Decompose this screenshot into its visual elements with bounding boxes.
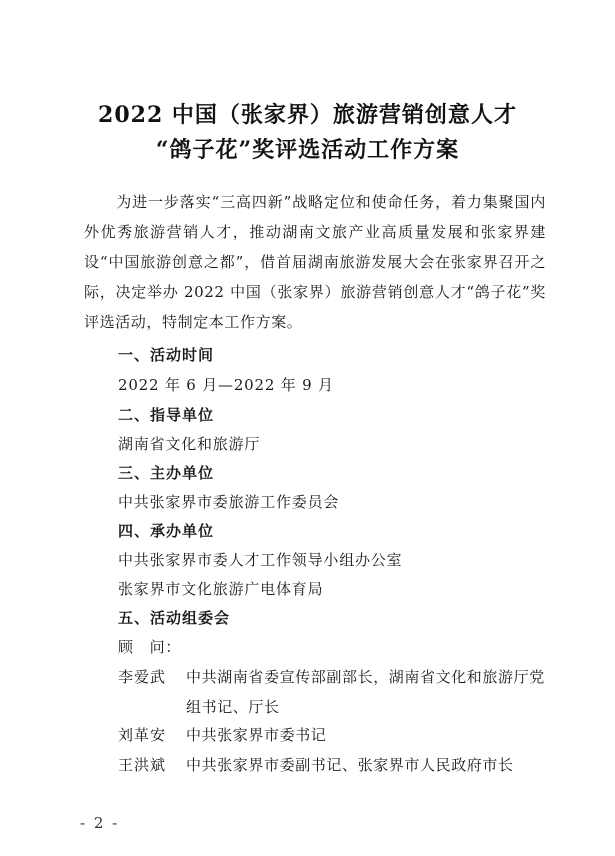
section-2-heading: 二、指导单位 [118,406,215,424]
section-1-content: 2022 年 6 月—2022 年 9 月 [118,376,334,394]
member-name-2: 刘革安 [118,726,167,744]
section-3-content: 中共张家界市委旅游工作委员会 [118,493,340,511]
member-role-1: 中共湖南省委宣传部副部长，湖南省文化和旅游厅党组书记、厅长 [186,668,545,716]
intro-text: 为进一步落实“三高四新”战略定位和使命任务，着力集聚国内外优秀旅游营销人才，推动湖南文旅产业高质量发展和张家界建设“中国旅游创意之都”，借首届湖南旅游发展大会在张家界召开之际，决定举办 2022 中国（张家界）旅游营销创意人才“鸽子花”奖评选活动，特制定本工作方案。 [84,193,546,331]
section-5-heading: 五、活动组委会 [118,609,231,627]
advisor-label: 顾 问： [118,638,182,656]
section-4-heading: 四、承办单位 [118,522,215,540]
page-number: - 2 - [80,814,120,832]
document-title-line-2: “鸽子花”奖评选活动工作方案 [155,137,460,163]
member-name-3: 王洪斌 [118,756,167,774]
section-2-content: 湖南省文化和旅游厅 [118,435,261,453]
member-name-1: 李爱武 [118,668,167,686]
member-role-2: 中共张家界市委书记 [186,726,327,744]
section-1-heading: 一、活动时间 [118,346,215,364]
document-title-line-1: 2022 中国（张家界）旅游营销创意人才 [98,102,517,128]
member-role-3: 中共张家界市委副书记、张家界市人民政府市长 [186,756,514,774]
intro-paragraph [84,187,546,337]
section-3-heading: 三、主办单位 [118,464,215,482]
section-4-content-2: 张家界市文化旅游广电体育局 [118,580,324,598]
section-4-content-1: 中共张家界市委人才工作领导小组办公室 [118,551,403,569]
